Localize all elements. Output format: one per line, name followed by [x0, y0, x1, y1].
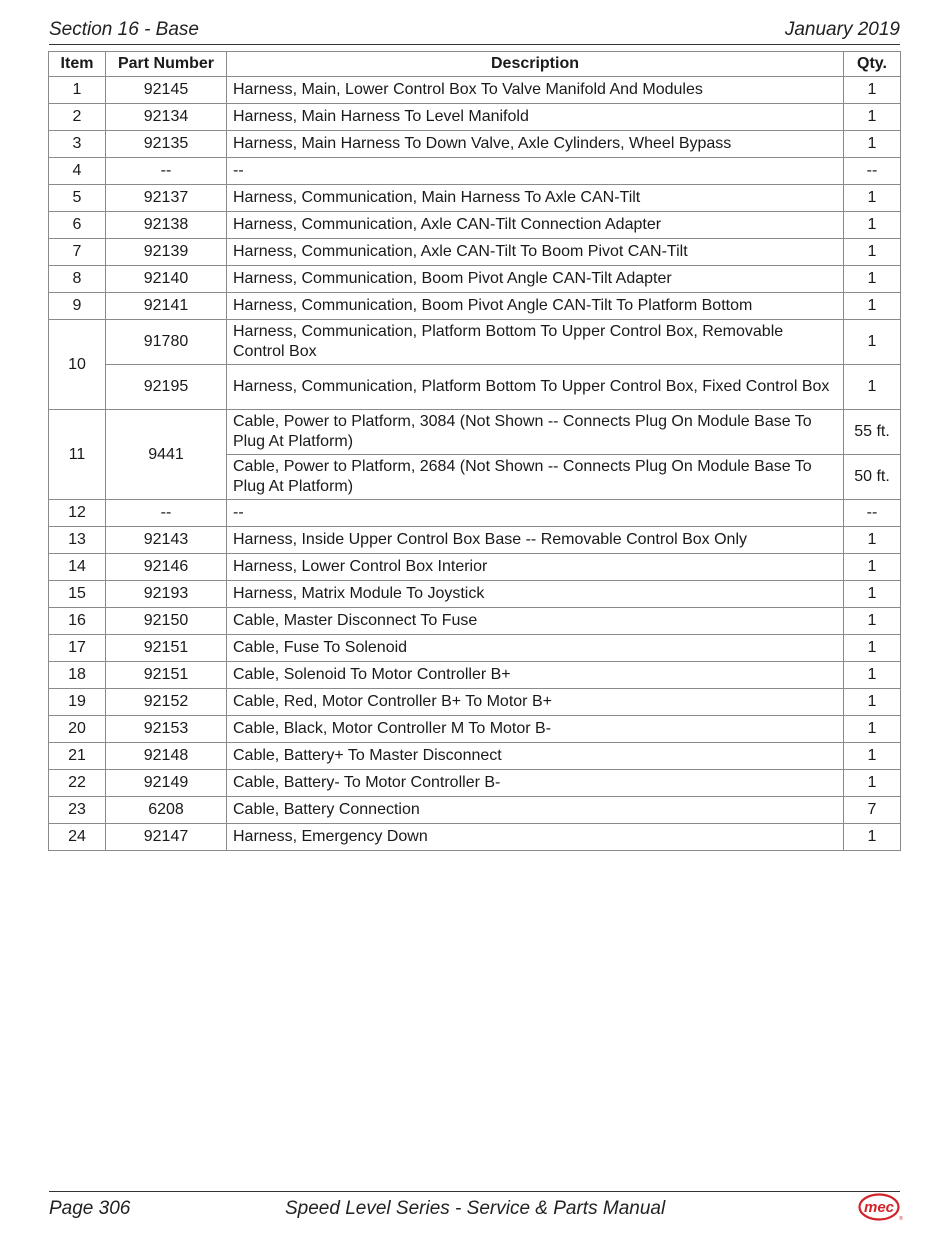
- qty-cell: 1: [844, 824, 901, 851]
- item-cell: 23: [49, 797, 106, 824]
- item-cell: 12: [49, 500, 106, 527]
- section-title: Section 16 - Base: [49, 19, 199, 40]
- header-qty: Qty.: [844, 52, 901, 77]
- table-row: [49, 500, 901, 527]
- description-cell: --: [227, 500, 844, 527]
- part-number-cell: --: [106, 500, 227, 527]
- description-cell: Harness, Communication, Boom Pivot Angle CAN-Tilt To Platform Bottom: [227, 293, 844, 320]
- part-number-cell: 92146: [106, 554, 227, 581]
- qty-cell: 1: [844, 266, 901, 293]
- qty-cell: 1: [844, 608, 901, 635]
- description-cell: Cable, Battery Connection: [227, 797, 844, 824]
- svg-text:®: ®: [899, 1216, 903, 1222]
- item-cell: 4: [49, 158, 106, 185]
- part-number-cell: 92147: [106, 824, 227, 851]
- table-row: [49, 743, 901, 770]
- qty-cell: 1: [844, 581, 901, 608]
- description-cell: Harness, Matrix Module To Joystick: [227, 581, 844, 608]
- item-cell: 13: [49, 527, 106, 554]
- page-number: Page 306: [49, 1198, 131, 1219]
- qty-cell: 1: [844, 689, 901, 716]
- table-row: [49, 716, 901, 743]
- page-header: [49, 18, 900, 45]
- qty-cell: 7: [844, 797, 901, 824]
- qty-cell: 1: [844, 77, 901, 104]
- qty-cell: 1: [844, 770, 901, 797]
- qty-cell: 1: [844, 212, 901, 239]
- table-header-row: [49, 52, 901, 77]
- table-row: [49, 266, 901, 293]
- item-cell: 11: [49, 410, 106, 500]
- table-row: [49, 185, 901, 212]
- table-row: [49, 554, 901, 581]
- table-row: [49, 527, 901, 554]
- qty-cell: 1: [844, 662, 901, 689]
- item-cell: 5: [49, 185, 106, 212]
- logo-text: mec: [863, 1199, 895, 1216]
- header-date: January 2019: [784, 19, 900, 40]
- description-cell: Harness, Main, Lower Control Box To Valve Manifold And Modules: [227, 77, 844, 104]
- part-number-cell: 92135: [106, 131, 227, 158]
- item-cell: 19: [49, 689, 106, 716]
- table-row: [49, 770, 901, 797]
- qty-cell: 1: [844, 527, 901, 554]
- header-part-number: Part Number: [106, 52, 227, 77]
- description-cell: Harness, Communication, Axle CAN-Tilt To Boom Pivot CAN-Tilt: [227, 239, 844, 266]
- header-item: Item: [49, 52, 106, 77]
- part-number-cell: 92139: [106, 239, 227, 266]
- table-row: [49, 689, 901, 716]
- part-number-cell: --: [106, 158, 227, 185]
- part-number-cell: 6208: [106, 797, 227, 824]
- description-cell: --: [227, 158, 844, 185]
- table-row: [49, 320, 901, 365]
- part-number-cell: 92143: [106, 527, 227, 554]
- item-cell: 1: [49, 77, 106, 104]
- qty-cell: 1: [844, 365, 901, 410]
- description-cell: Cable, Red, Motor Controller B+ To Motor B+: [227, 689, 844, 716]
- part-number-cell: 92149: [106, 770, 227, 797]
- table-row: [49, 158, 901, 185]
- table-row: [49, 77, 901, 104]
- part-number-cell: 92195: [106, 365, 227, 410]
- item-cell: 2: [49, 104, 106, 131]
- description-cell: Harness, Main Harness To Down Valve, Axle Cylinders, Wheel Bypass: [227, 131, 844, 158]
- item-cell: 21: [49, 743, 106, 770]
- manual-title: Speed Level Series - Service & Parts Manual: [285, 1198, 666, 1219]
- item-cell: 10: [49, 320, 106, 410]
- table-row: [49, 212, 901, 239]
- qty-cell: 1: [844, 320, 901, 365]
- qty-cell: --: [844, 500, 901, 527]
- table-row: [49, 293, 901, 320]
- description-cell: Harness, Communication, Main Harness To Axle CAN-Tilt: [227, 185, 844, 212]
- description-cell: Harness, Communication, Platform Bottom To Upper Control Box, Fixed Control Box: [227, 365, 844, 410]
- description-cell: Harness, Inside Upper Control Box Base -- Removable Control Box Only: [227, 527, 844, 554]
- part-number-cell: 92137: [106, 185, 227, 212]
- description-cell: Cable, Fuse To Solenoid: [227, 635, 844, 662]
- item-cell: 14: [49, 554, 106, 581]
- part-number-cell: 92193: [106, 581, 227, 608]
- part-number-cell: 92150: [106, 608, 227, 635]
- table-row: [49, 410, 901, 455]
- part-number-cell: 92140: [106, 266, 227, 293]
- item-cell: 9: [49, 293, 106, 320]
- part-number-cell: 92141: [106, 293, 227, 320]
- table-row: [49, 608, 901, 635]
- qty-cell: 1: [844, 716, 901, 743]
- item-cell: 7: [49, 239, 106, 266]
- part-number-cell: 9441: [106, 410, 227, 500]
- description-cell: Harness, Communication, Axle CAN-Tilt Connection Adapter: [227, 212, 844, 239]
- item-cell: 22: [49, 770, 106, 797]
- table-row: [49, 131, 901, 158]
- qty-cell: 1: [844, 743, 901, 770]
- qty-cell: 1: [844, 554, 901, 581]
- part-number-cell: 91780: [106, 320, 227, 365]
- description-cell: Harness, Communication, Boom Pivot Angle CAN-Tilt Adapter: [227, 266, 844, 293]
- qty-cell: --: [844, 158, 901, 185]
- part-number-cell: 92152: [106, 689, 227, 716]
- part-number-cell: 92134: [106, 104, 227, 131]
- item-cell: 24: [49, 824, 106, 851]
- item-cell: 18: [49, 662, 106, 689]
- description-cell: Harness, Main Harness To Level Manifold: [227, 104, 844, 131]
- table-row: [49, 239, 901, 266]
- table-row: [49, 365, 901, 410]
- table-row: [49, 581, 901, 608]
- description-cell: Harness, Emergency Down: [227, 824, 844, 851]
- qty-cell: 1: [844, 635, 901, 662]
- parts-table: [48, 51, 901, 851]
- table-row: [49, 635, 901, 662]
- description-cell: Cable, Master Disconnect To Fuse: [227, 608, 844, 635]
- table-row: [49, 797, 901, 824]
- description-cell: Harness, Communication, Platform Bottom To Upper Control Box, Removable Control Box: [227, 320, 844, 365]
- table-row: [49, 662, 901, 689]
- qty-cell: 1: [844, 185, 901, 212]
- page-footer: [49, 1191, 903, 1224]
- table-row: [49, 824, 901, 851]
- description-cell: Harness, Lower Control Box Interior: [227, 554, 844, 581]
- qty-cell: 50 ft.: [844, 455, 901, 500]
- qty-cell: 1: [844, 104, 901, 131]
- description-cell: Cable, Solenoid To Motor Controller B+: [227, 662, 844, 689]
- part-number-cell: 92153: [106, 716, 227, 743]
- part-number-cell: 92145: [106, 77, 227, 104]
- part-number-cell: 92148: [106, 743, 227, 770]
- item-cell: 6: [49, 212, 106, 239]
- description-cell: Cable, Power to Platform, 3084 (Not Shown -- Connects Plug On Module Base To Plug At Platform): [227, 410, 844, 455]
- description-cell: Cable, Battery+ To Master Disconnect: [227, 743, 844, 770]
- qty-cell: 1: [844, 131, 901, 158]
- description-cell: Cable, Battery- To Motor Controller B-: [227, 770, 844, 797]
- description-cell: Cable, Power to Platform, 2684 (Not Shown -- Connects Plug On Module Base To Plug At Platform): [227, 455, 844, 500]
- qty-cell: 1: [844, 239, 901, 266]
- item-cell: 8: [49, 266, 106, 293]
- part-number-cell: 92151: [106, 662, 227, 689]
- item-cell: 15: [49, 581, 106, 608]
- qty-cell: 55 ft.: [844, 410, 901, 455]
- table-row: [49, 104, 901, 131]
- qty-cell: 1: [844, 293, 901, 320]
- item-cell: 20: [49, 716, 106, 743]
- item-cell: 16: [49, 608, 106, 635]
- mec-logo-icon: [858, 1192, 902, 1228]
- part-number-cell: 92138: [106, 212, 227, 239]
- header-description: Description: [227, 52, 844, 77]
- item-cell: 3: [49, 131, 106, 158]
- description-cell: Cable, Black, Motor Controller M To Motor B-: [227, 716, 844, 743]
- item-cell: 17: [49, 635, 106, 662]
- part-number-cell: 92151: [106, 635, 227, 662]
